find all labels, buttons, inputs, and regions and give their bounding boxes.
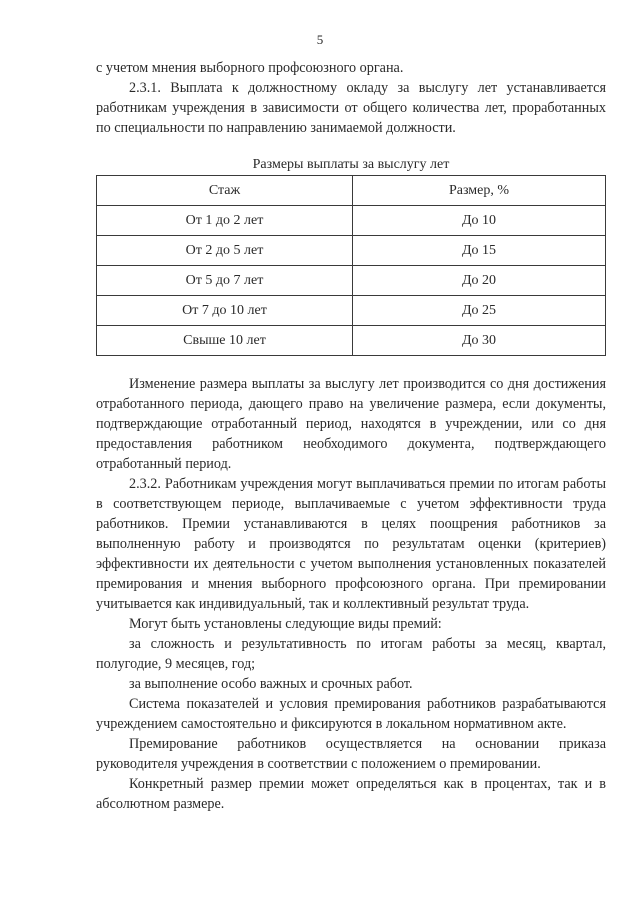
table-row [97, 206, 606, 236]
table-cell: От 5 до 7 лет [97, 266, 353, 296]
list-item: за сложность и результативность по итогам работы за месяц, квартал, полугодие, 9 месяцев, год; [96, 636, 606, 672]
table-row [97, 236, 606, 266]
table-cell: От 2 до 5 лет [97, 236, 353, 266]
table-cell: До 15 [353, 236, 606, 266]
page-number: 5 [316, 32, 324, 47]
paragraph: Премирование работников осуществляется на основании приказа руководителя учреждения в соответствии с положением о премировании. [96, 736, 606, 772]
table-cell: До 30 [353, 326, 606, 356]
table-cell: Свыше 10 лет [97, 326, 353, 356]
table-row [97, 296, 606, 326]
table-cell: От 1 до 2 лет [97, 206, 353, 236]
service-pay-table [96, 175, 606, 356]
column-header-size: Размер, % [353, 176, 606, 206]
paragraph: Могут быть установлены следующие виды премий: [129, 616, 442, 632]
table-row [97, 326, 606, 356]
table-row [97, 266, 606, 296]
list-item: за выполнение особо важных и срочных работ. [129, 676, 413, 692]
paragraph-2-3-2: 2.3.2. Работникам учреждения могут выплачиваться премии по итогам работы в соответствующем периоде, выплачиваемые с учетом эффективности труда работников. Премии устанавливаются в целях поощрения работников за выполненную работу и производятся по результатам оценки (критериев) эффективности их деятельности с учетом выполнения установленных показателей премирования и мнения выборного профсоюзного органа. При премировании учитывается как индивидуальный, так и коллективный результат труда. [96, 476, 606, 612]
table-caption: Размеры выплаты за выслугу лет [252, 157, 450, 172]
paragraph: Система показателей и условия премирования работников разрабатываются учреждением самостоятельно и фиксируются в локальном нормативном акте. [96, 696, 606, 732]
document-body [96, 58, 606, 814]
table-cell: До 25 [353, 296, 606, 326]
table-cell: До 10 [353, 206, 606, 236]
table-cell: До 20 [353, 266, 606, 296]
table-header-row [97, 176, 606, 206]
table-cell: От 7 до 10 лет [97, 296, 353, 326]
paragraph: Изменение размера выплаты за выслугу лет производится со дня достижения отработанного периода, дающего право на увеличение размера, если документы, подтверждающие отработанный период, находятся в учреждении, или со дня предоставления работником необходимого документа, подтверждающего отработанный период. [96, 376, 606, 472]
paragraph: с учетом мнения выборного профсоюзного органа. [96, 60, 404, 76]
column-header-experience: Стаж [97, 176, 353, 206]
paragraph-2-3-1: 2.3.1. Выплата к должностному окладу за выслугу лет устанавливается работникам учреждения в зависимости от общего количества лет, проработанных по специальности по направлению занимаемой должности. [96, 80, 606, 136]
paragraph: Конкретный размер премии может определяться как в процентах, так и в абсолютном размере. [96, 776, 606, 812]
